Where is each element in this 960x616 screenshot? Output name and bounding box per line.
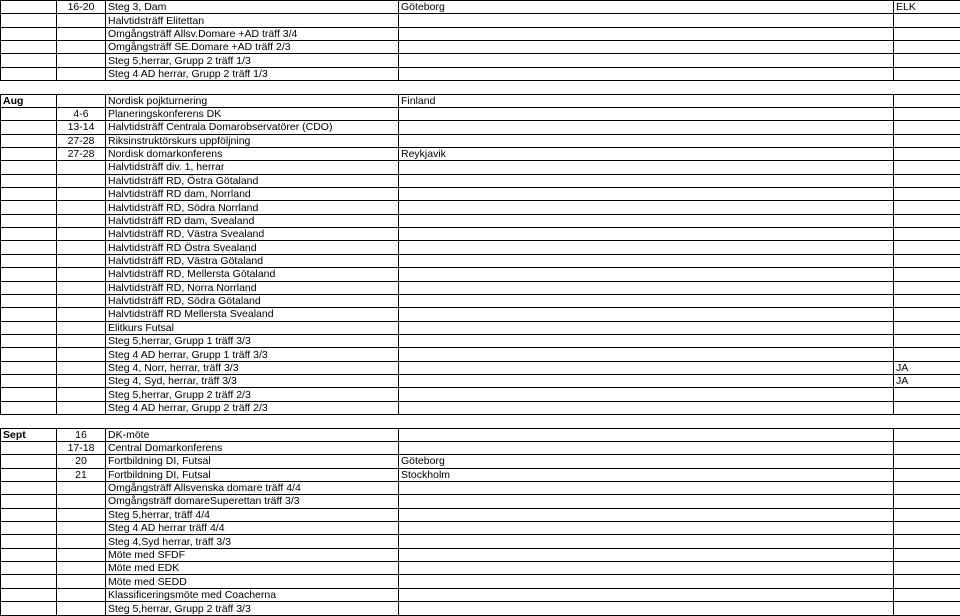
month-cell	[1, 14, 57, 27]
place-cell	[399, 81, 894, 94]
table-row	[1, 1, 960, 14]
event-cell: Steg 4 AD herrar, Grupp 1 träff 3/3	[106, 348, 399, 361]
month-cell	[1, 67, 57, 80]
month-cell	[1, 214, 57, 227]
place-cell	[399, 188, 894, 201]
status-cell	[894, 54, 960, 67]
status-cell	[894, 67, 960, 80]
place-cell	[399, 254, 894, 267]
status-cell	[894, 522, 960, 535]
status-cell	[894, 201, 960, 214]
month-cell	[1, 535, 57, 548]
status-cell	[894, 481, 960, 494]
event-cell: Halvtidsträff RD Mellersta Svealand	[106, 308, 399, 321]
place-cell	[399, 241, 894, 254]
date-cell: 27-28	[57, 147, 106, 160]
status-cell: JA	[894, 375, 960, 388]
date-cell	[57, 401, 106, 414]
event-cell: Halvtidsträff RD, Södra Norrland	[106, 201, 399, 214]
month-cell	[1, 54, 57, 67]
date-cell	[57, 562, 106, 575]
table-row	[1, 481, 960, 494]
place-cell	[399, 67, 894, 80]
place-cell: Göteborg	[399, 1, 894, 14]
event-cell: Steg 5,herrar, Grupp 1 träff 3/3	[106, 334, 399, 347]
table-row	[1, 388, 960, 401]
place-cell	[399, 602, 894, 616]
place-cell: Göteborg	[399, 455, 894, 468]
date-cell	[57, 575, 106, 588]
event-cell: Omgångsträff Allsvenska domare träff 4/4	[106, 481, 399, 494]
month-cell	[1, 548, 57, 561]
date-cell	[57, 228, 106, 241]
status-cell	[894, 134, 960, 147]
status-cell	[894, 308, 960, 321]
schedule-body	[1, 1, 960, 616]
event-cell: Halvtidsträff RD dam, Norrland	[106, 188, 399, 201]
date-cell	[57, 522, 106, 535]
month-cell	[1, 81, 57, 94]
table-row	[1, 121, 960, 134]
status-cell	[894, 268, 960, 281]
date-cell	[57, 241, 106, 254]
month-cell	[1, 161, 57, 174]
event-cell	[106, 415, 399, 428]
date-cell	[57, 201, 106, 214]
status-cell	[894, 562, 960, 575]
table-row	[1, 254, 960, 267]
month-cell	[1, 41, 57, 54]
table-row	[1, 27, 960, 40]
event-cell: Halvtidsträff RD dam, Svealand	[106, 214, 399, 227]
month-cell	[1, 575, 57, 588]
month-cell	[1, 602, 57, 616]
place-cell	[399, 214, 894, 227]
month-cell	[1, 27, 57, 40]
month-cell	[1, 401, 57, 414]
event-cell: Steg 4 AD herrar träff 4/4	[106, 522, 399, 535]
date-cell: 16-20	[57, 1, 106, 14]
month-cell	[1, 308, 57, 321]
spacer-row	[1, 415, 960, 428]
event-cell: Steg 4 AD herrar, Grupp 2 träff 2/3	[106, 401, 399, 414]
event-cell: Steg 4, Norr, herrar, träff 3/3	[106, 361, 399, 374]
event-cell: Steg 5,herrar, Grupp 2 träff 3/3	[106, 602, 399, 616]
event-cell: Steg 3, Dam	[106, 1, 399, 14]
place-cell	[399, 121, 894, 134]
place-cell	[399, 107, 894, 120]
table-row	[1, 41, 960, 54]
status-cell	[894, 81, 960, 94]
event-cell	[106, 81, 399, 94]
event-cell: Nordisk pojkturnering	[106, 94, 399, 107]
table-row	[1, 268, 960, 281]
status-cell	[894, 321, 960, 334]
event-cell: Fortbildning DI, Futsal	[106, 455, 399, 468]
status-cell	[894, 281, 960, 294]
place-cell	[399, 321, 894, 334]
event-cell: Möte med EDK	[106, 562, 399, 575]
status-cell	[894, 348, 960, 361]
place-cell	[399, 562, 894, 575]
month-cell	[1, 388, 57, 401]
status-cell	[894, 294, 960, 307]
status-cell	[894, 121, 960, 134]
spacer-row	[1, 81, 960, 94]
event-cell: Halvtidsträff RD, Västra Götaland	[106, 254, 399, 267]
place-cell	[399, 388, 894, 401]
date-cell	[57, 535, 106, 548]
status-cell	[894, 428, 960, 441]
status-cell	[894, 94, 960, 107]
table-row	[1, 441, 960, 454]
table-row	[1, 228, 960, 241]
place-cell	[399, 415, 894, 428]
table-row	[1, 107, 960, 120]
status-cell	[894, 388, 960, 401]
table-row	[1, 281, 960, 294]
place-cell	[399, 134, 894, 147]
month-cell	[1, 321, 57, 334]
month-cell	[1, 441, 57, 454]
date-cell	[57, 348, 106, 361]
event-cell: Steg 4, Syd, herrar, träff 3/3	[106, 375, 399, 388]
date-cell	[57, 94, 106, 107]
status-cell	[894, 188, 960, 201]
place-cell	[399, 361, 894, 374]
month-cell: Sept	[1, 428, 57, 441]
event-cell: Steg 5,herrar, Grupp 2 träff 1/3	[106, 54, 399, 67]
month-cell	[1, 188, 57, 201]
month-cell	[1, 228, 57, 241]
event-cell: Möte med SEDD	[106, 575, 399, 588]
status-cell	[894, 241, 960, 254]
date-cell	[57, 602, 106, 616]
event-cell: DK-möte	[106, 428, 399, 441]
month-cell	[1, 281, 57, 294]
month-cell	[1, 268, 57, 281]
date-cell	[57, 495, 106, 508]
event-cell: Omgångsträff domareSuperettan träff 3/3	[106, 495, 399, 508]
date-cell	[57, 54, 106, 67]
date-cell: 27-28	[57, 134, 106, 147]
status-cell	[894, 401, 960, 414]
event-cell: Omgångsträff Allsv.Domare +AD träff 3/4	[106, 27, 399, 40]
month-cell	[1, 522, 57, 535]
place-cell	[399, 294, 894, 307]
place-cell	[399, 161, 894, 174]
month-cell	[1, 375, 57, 388]
status-cell: ELK	[894, 1, 960, 14]
table-row	[1, 67, 960, 80]
month-cell	[1, 134, 57, 147]
event-cell: Riksinstruktörskurs uppföljning	[106, 134, 399, 147]
date-cell: 16	[57, 428, 106, 441]
status-cell	[894, 107, 960, 120]
date-cell	[57, 254, 106, 267]
date-cell	[57, 308, 106, 321]
place-cell	[399, 41, 894, 54]
month-cell: Aug	[1, 94, 57, 107]
table-row	[1, 548, 960, 561]
table-row	[1, 94, 960, 107]
table-row	[1, 321, 960, 334]
date-cell	[57, 81, 106, 94]
event-cell: Halvtidsträff RD, Östra Götaland	[106, 174, 399, 187]
date-cell	[57, 361, 106, 374]
place-cell	[399, 575, 894, 588]
table-row	[1, 428, 960, 441]
status-cell	[894, 147, 960, 160]
date-cell	[57, 161, 106, 174]
event-cell: Halvtidsträff div. 1, herrar	[106, 161, 399, 174]
status-cell	[894, 161, 960, 174]
month-cell	[1, 254, 57, 267]
status-cell	[894, 508, 960, 521]
month-cell	[1, 334, 57, 347]
date-cell	[57, 375, 106, 388]
place-cell	[399, 268, 894, 281]
event-cell: Elitkurs Futsal	[106, 321, 399, 334]
place-cell	[399, 174, 894, 187]
table-row	[1, 535, 960, 548]
date-cell	[57, 67, 106, 80]
month-cell	[1, 147, 57, 160]
table-row	[1, 214, 960, 227]
place-cell	[399, 27, 894, 40]
status-cell	[894, 548, 960, 561]
date-cell	[57, 214, 106, 227]
place-cell	[399, 308, 894, 321]
table-row	[1, 308, 960, 321]
table-row	[1, 54, 960, 67]
month-cell	[1, 562, 57, 575]
table-row	[1, 455, 960, 468]
event-cell: Steg 4 AD herrar, Grupp 2 träff 1/3	[106, 67, 399, 80]
place-cell	[399, 14, 894, 27]
date-cell: 17-18	[57, 441, 106, 454]
table-row	[1, 575, 960, 588]
event-cell: Halvtidsträff RD Östra Svealand	[106, 241, 399, 254]
month-cell	[1, 201, 57, 214]
place-cell	[399, 334, 894, 347]
table-row	[1, 522, 960, 535]
event-cell: Steg 5,herrar, Grupp 2 träff 2/3	[106, 388, 399, 401]
month-cell	[1, 508, 57, 521]
place-cell	[399, 375, 894, 388]
status-cell	[894, 214, 960, 227]
month-cell	[1, 495, 57, 508]
date-cell	[57, 281, 106, 294]
table-row	[1, 188, 960, 201]
event-cell: Planeringskonferens DK	[106, 107, 399, 120]
table-row	[1, 468, 960, 481]
month-cell	[1, 415, 57, 428]
table-row	[1, 147, 960, 160]
status-cell	[894, 27, 960, 40]
place-cell	[399, 548, 894, 561]
date-cell	[57, 548, 106, 561]
event-cell: Omgångsträff SE.Domare +AD träff 2/3	[106, 41, 399, 54]
date-cell	[57, 481, 106, 494]
event-cell: Halvtidsträff RD, Södra Götaland	[106, 294, 399, 307]
date-cell	[57, 334, 106, 347]
month-cell	[1, 241, 57, 254]
event-cell: Halvtidsträff RD, Norra Norrland	[106, 281, 399, 294]
date-cell	[57, 388, 106, 401]
status-cell	[894, 174, 960, 187]
event-cell: Klassificeringsmöte med Coacherna	[106, 588, 399, 601]
status-cell: JA	[894, 361, 960, 374]
date-cell: 13-14	[57, 121, 106, 134]
status-cell	[894, 602, 960, 616]
month-cell	[1, 174, 57, 187]
event-cell: Fortbildning DI, Futsal	[106, 468, 399, 481]
month-cell	[1, 294, 57, 307]
table-row	[1, 134, 960, 147]
month-cell	[1, 481, 57, 494]
date-cell	[57, 14, 106, 27]
date-cell: 4-6	[57, 107, 106, 120]
event-cell: Halvtidsträff RD, Västra Svealand	[106, 228, 399, 241]
date-cell	[57, 588, 106, 601]
month-cell	[1, 1, 57, 14]
date-cell	[57, 415, 106, 428]
table-row	[1, 294, 960, 307]
date-cell	[57, 174, 106, 187]
status-cell	[894, 228, 960, 241]
month-cell	[1, 361, 57, 374]
place-cell: Finland	[399, 94, 894, 107]
table-row	[1, 375, 960, 388]
table-row	[1, 401, 960, 414]
status-cell	[894, 588, 960, 601]
month-cell	[1, 121, 57, 134]
date-cell	[57, 27, 106, 40]
place-cell	[399, 201, 894, 214]
table-row	[1, 14, 960, 27]
table-row	[1, 201, 960, 214]
status-cell	[894, 415, 960, 428]
place-cell	[399, 348, 894, 361]
date-cell: 20	[57, 455, 106, 468]
table-row	[1, 334, 960, 347]
event-cell: Steg 5,herrar, träff 4/4	[106, 508, 399, 521]
status-cell	[894, 455, 960, 468]
status-cell	[894, 535, 960, 548]
status-cell	[894, 495, 960, 508]
date-cell	[57, 508, 106, 521]
month-cell	[1, 348, 57, 361]
place-cell	[399, 428, 894, 441]
event-cell: Halvtidsträff Elitettan	[106, 14, 399, 27]
table-row	[1, 241, 960, 254]
event-cell: Central Domarkonferens	[106, 441, 399, 454]
place-cell: Stockholm	[399, 468, 894, 481]
table-row	[1, 174, 960, 187]
event-cell: Nordisk domarkonferens	[106, 147, 399, 160]
date-cell	[57, 188, 106, 201]
place-cell	[399, 54, 894, 67]
status-cell	[894, 334, 960, 347]
status-cell	[894, 41, 960, 54]
place-cell	[399, 535, 894, 548]
table-row	[1, 588, 960, 601]
date-cell	[57, 321, 106, 334]
place-cell	[399, 495, 894, 508]
status-cell	[894, 575, 960, 588]
place-cell	[399, 588, 894, 601]
place-cell	[399, 281, 894, 294]
status-cell	[894, 254, 960, 267]
place-cell	[399, 441, 894, 454]
status-cell	[894, 468, 960, 481]
place-cell: Reykjavik	[399, 147, 894, 160]
event-cell: Möte med SFDF	[106, 548, 399, 561]
table-row	[1, 562, 960, 575]
month-cell	[1, 455, 57, 468]
table-row	[1, 348, 960, 361]
status-cell	[894, 441, 960, 454]
table-row	[1, 508, 960, 521]
table-row	[1, 602, 960, 616]
event-cell: Halvtidsträff Centrala Domarobservatörer (CDO)	[106, 121, 399, 134]
place-cell	[399, 508, 894, 521]
status-cell	[894, 14, 960, 27]
place-cell	[399, 228, 894, 241]
event-cell: Steg 4,Syd herrar, träff 3/3	[106, 535, 399, 548]
table-row	[1, 495, 960, 508]
month-cell	[1, 468, 57, 481]
date-cell	[57, 268, 106, 281]
date-cell: 21	[57, 468, 106, 481]
place-cell	[399, 481, 894, 494]
place-cell	[399, 522, 894, 535]
place-cell	[399, 401, 894, 414]
event-cell: Halvtidsträff RD, Mellersta Götaland	[106, 268, 399, 281]
date-cell	[57, 294, 106, 307]
month-cell	[1, 107, 57, 120]
table-row	[1, 161, 960, 174]
month-cell	[1, 588, 57, 601]
table-row	[1, 361, 960, 374]
date-cell	[57, 41, 106, 54]
